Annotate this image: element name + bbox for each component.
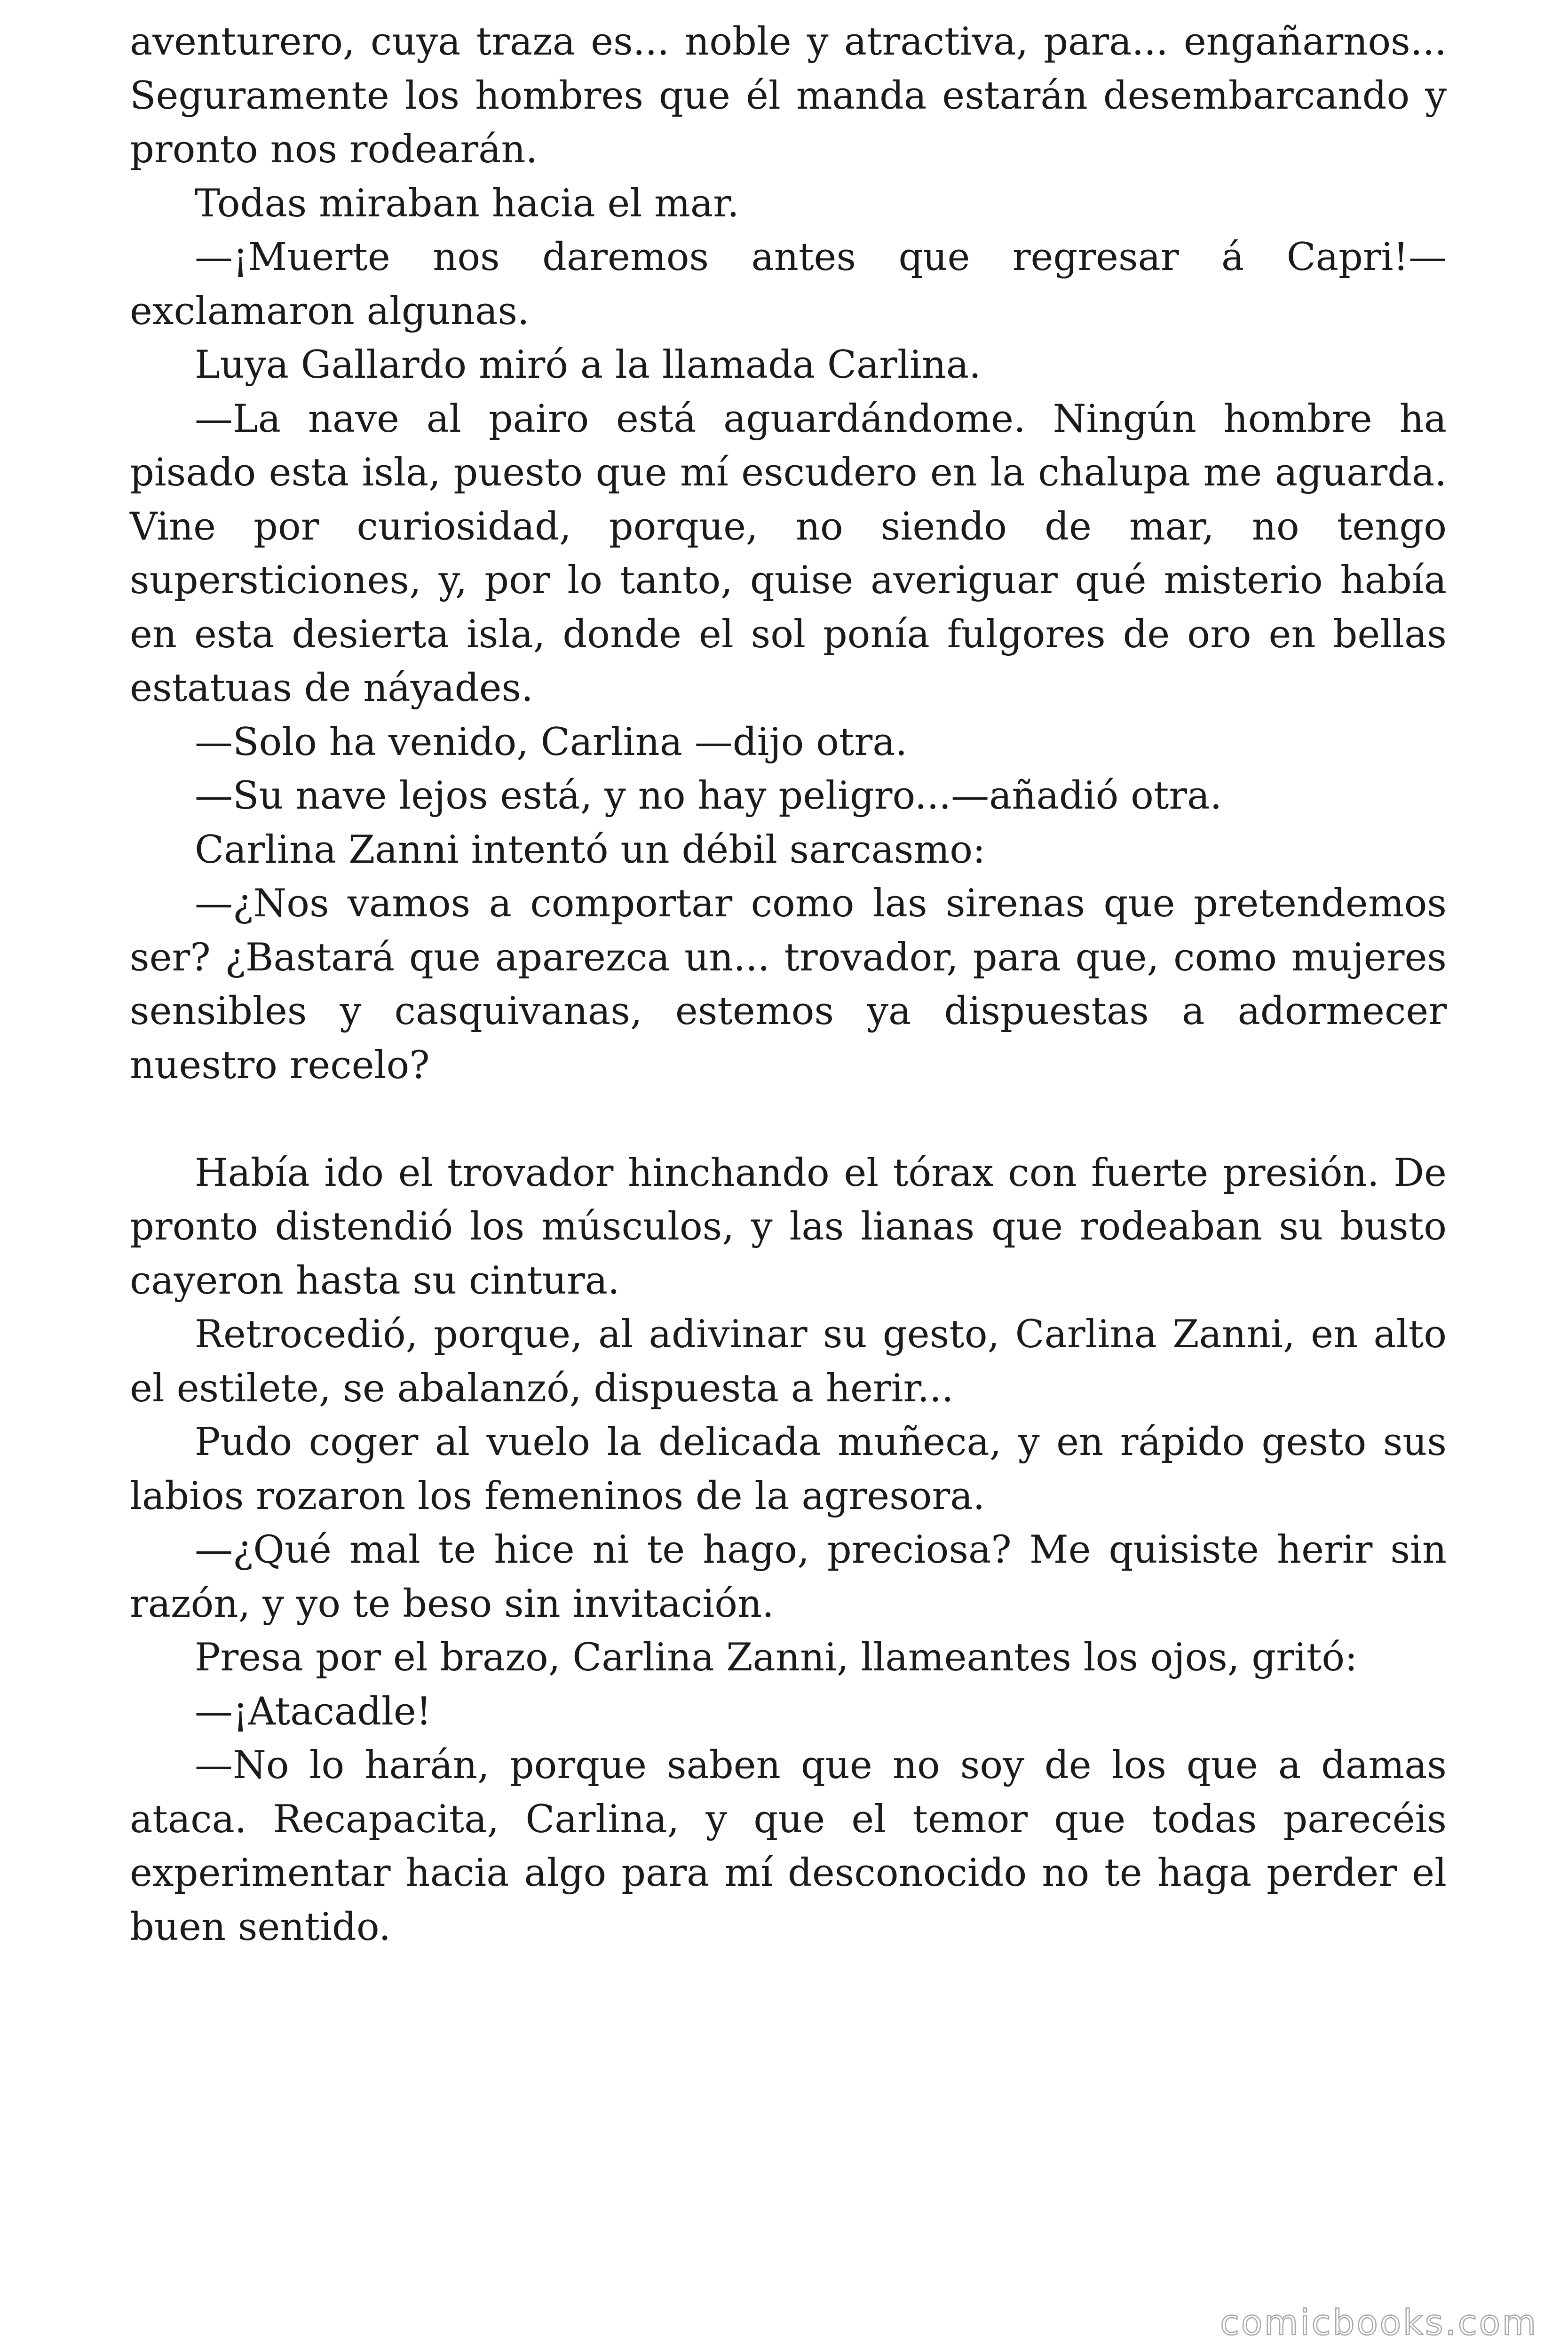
paragraph: —La nave al pairo está aguardándome. Ningún hombre ha pisado esta isla, puesto que mí escudero en la chalupa me aguarda. Vine por curiosidad, porque, no siendo de mar, no tengo supersticiones, y, por lo tanto, quise averiguar qué misterio había en esta desierta isla, donde el sol ponía fulgores de oro en bellas estatuas de náyades. [130,397,1447,710]
paragraph: aventurero, cuya traza es... noble y atractiva, para... engañarnos... Seguramente los hombres que él manda estarán desembarcando y pronto nos rodearán. [130,20,1447,172]
paragraph: Luya Gallardo miró a la llamada Carlina. [195,343,981,387]
paragraph: —Su nave lejos está, y no hay peligro...—añadió otra. [195,774,1222,818]
paragraph: Todas miraban hacia el mar. [195,181,739,226]
paragraph: —¿Qué mal te hice ni te hago, preciosa? Me quisiste herir sin razón, y yo te beso sin invitación. [130,1528,1447,1626]
paragraph: Retrocedió, porque, al adivinar su gesto, Carlina Zanni, en alto el estilete, se abalanzó, dispuesta a herir... [130,1312,1447,1411]
paragraph: —No lo harán, porque saben que no soy de los que a damas ataca. Recapacita, Carlina, y que el temor que todas parecéis experimentar hacia algo para mí desconocido no te haga perder el buen sentido. [130,1743,1447,1949]
body-text [130,15,1447,1954]
paragraph: —¡Atacadle! [195,1689,432,1734]
paragraph: —Solo ha venido, Carlina —dijo otra. [195,720,908,764]
paragraph: —¿Nos vamos a comportar como las sirenas que pretendemos ser? ¿Bastará que aparezca un... trovador, para que, como mujeres sensibles y casquivanas, estemos ya dispuestas a adormecer nuestro recelo? [130,882,1447,1088]
watermark: comicbooks.com [1220,2303,1538,2343]
paragraph: Presa por el brazo, Carlina Zanni, llameantes los ojos, gritó: [195,1636,1358,1680]
paragraph: Pudo coger al vuelo la delicada muñeca, y en rápido gesto sus labios rozaron los femeninos de la agresora. [130,1420,1447,1518]
paragraph: Había ido el trovador hinchando el tórax con fuerte presión. De pronto distendió los músculos, y las lianas que rodeaban su busto cayeron hasta su cintura. [130,1151,1447,1303]
paragraph: Carlina Zanni intentó un débil sarcasmo: [195,827,986,872]
paragraph: —¡Muerte nos daremos antes que regresar á Capri!—exclamaron algunas. [130,235,1447,334]
